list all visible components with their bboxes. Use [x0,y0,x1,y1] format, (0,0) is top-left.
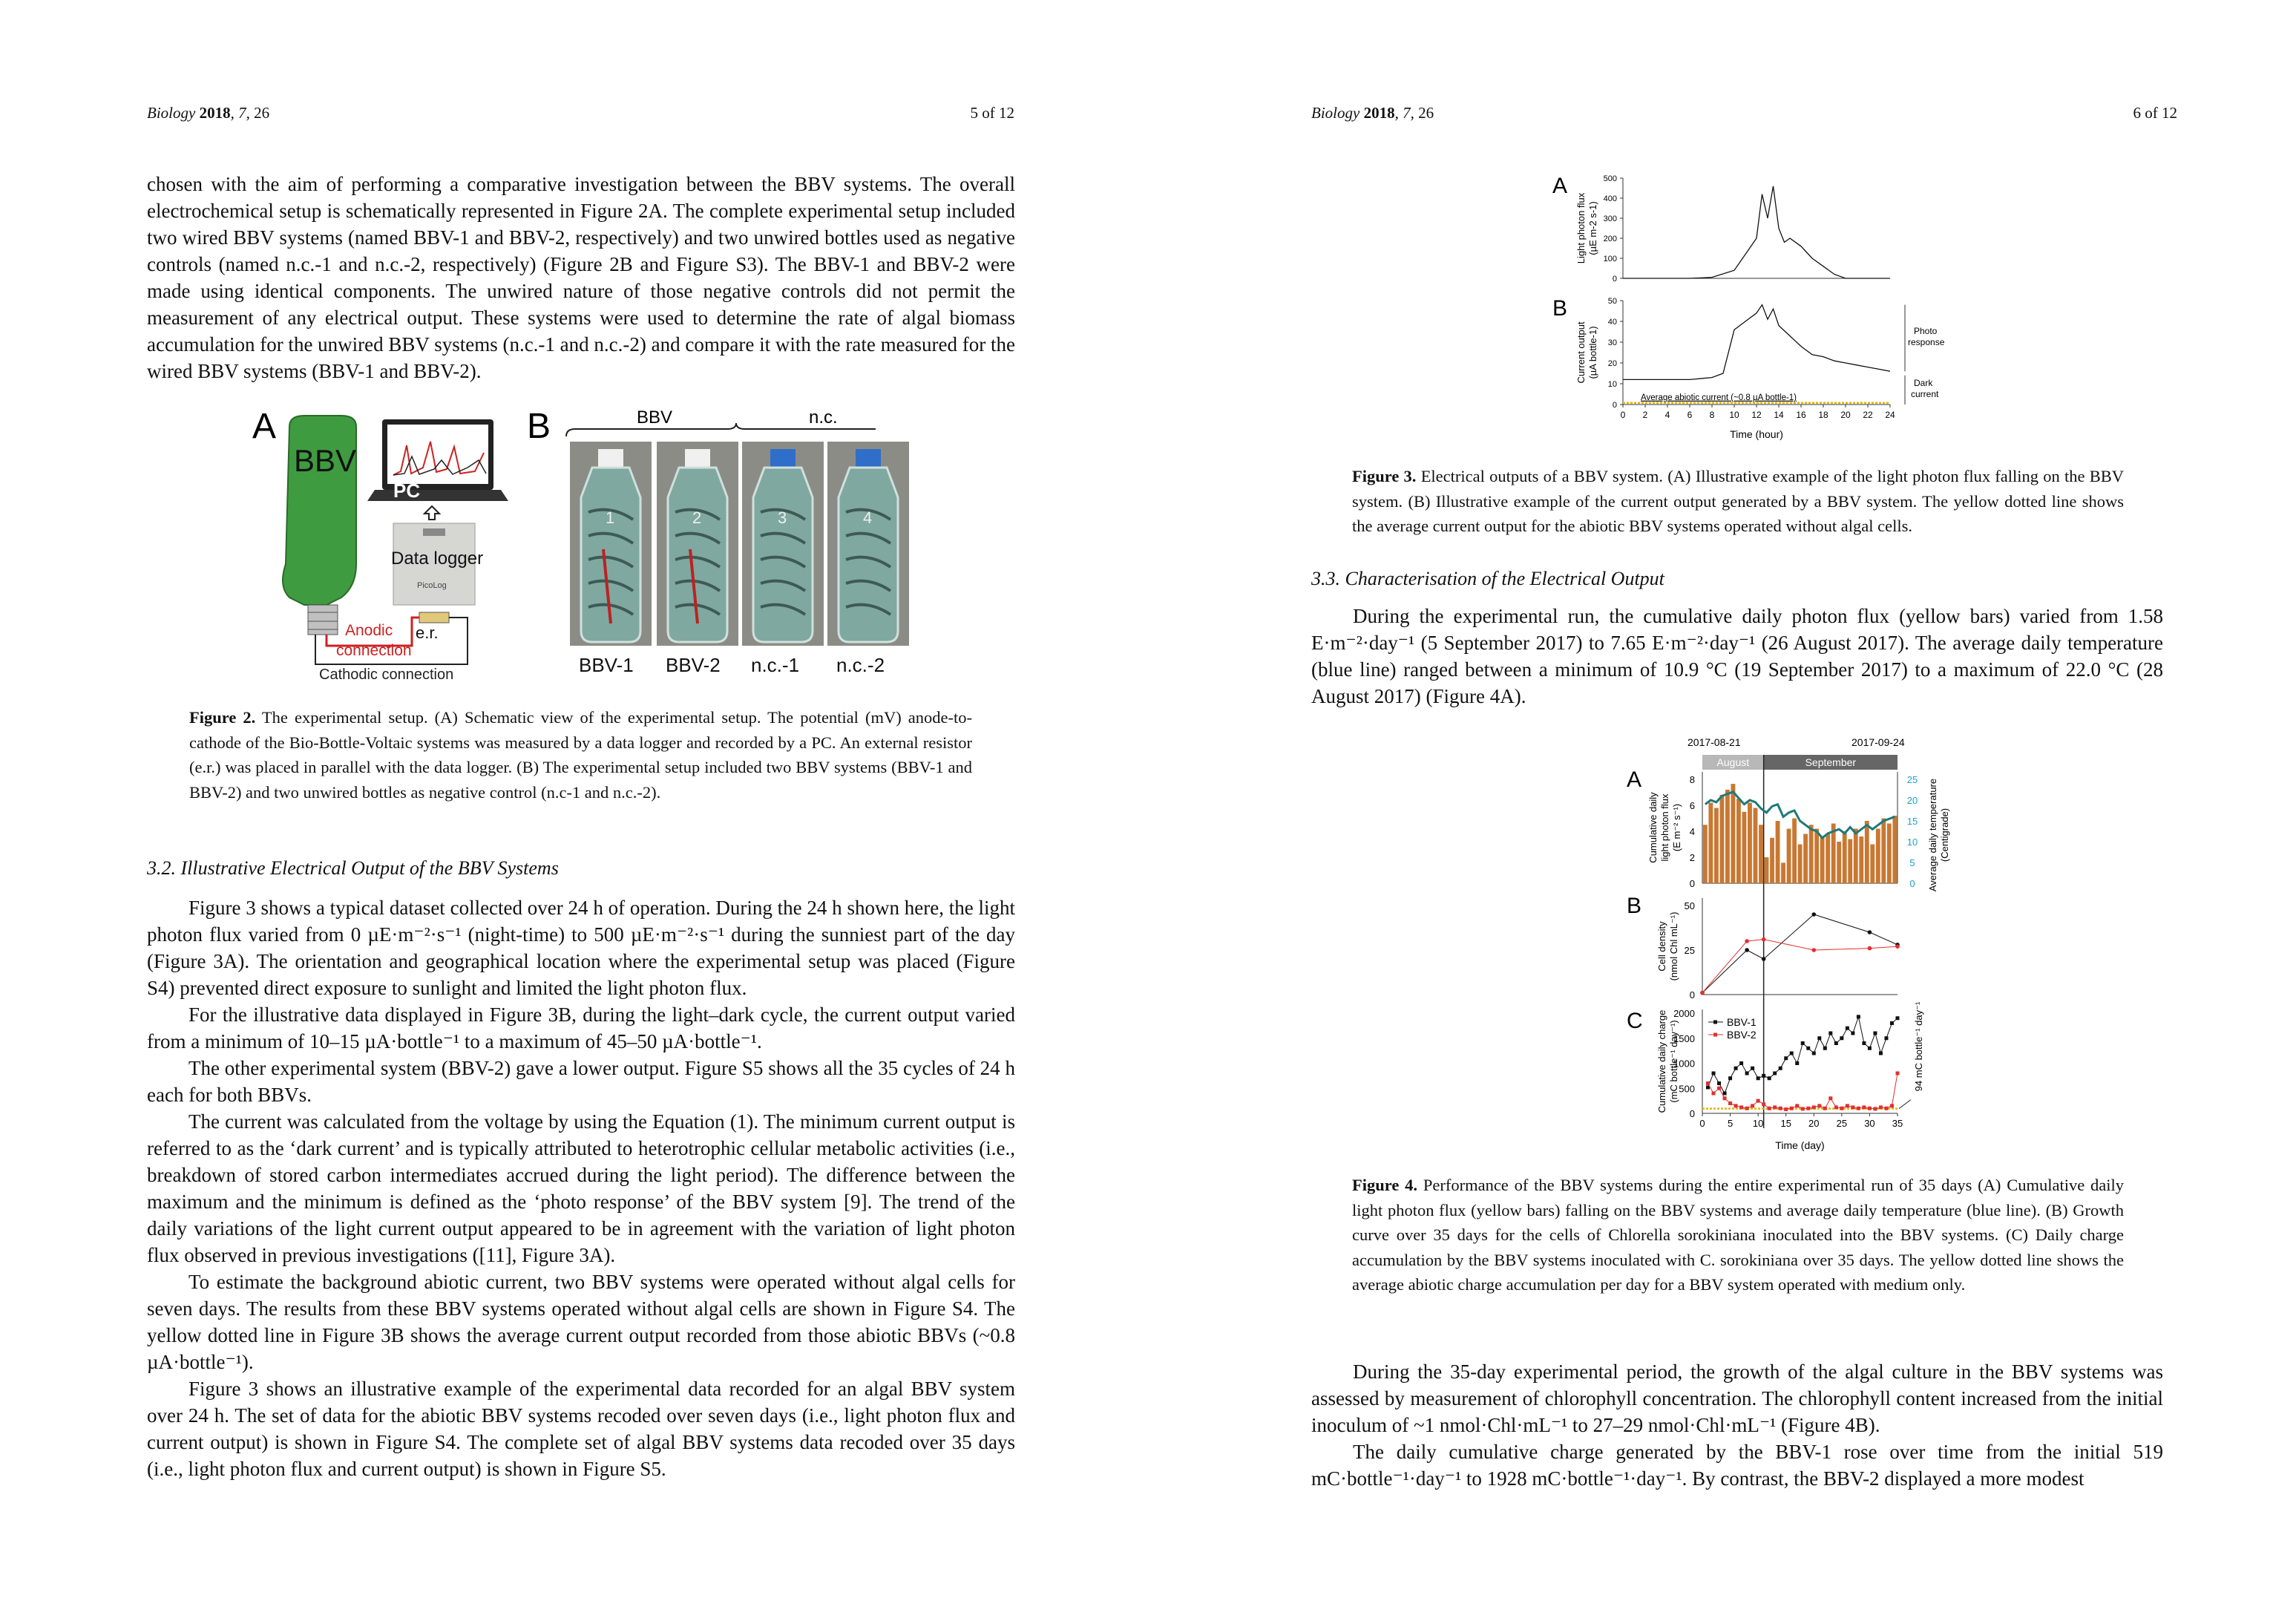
fig4c-point [1890,1104,1894,1107]
bottle-number: 2 [692,508,702,527]
fig3b-ytick-label: 40 [1607,318,1617,327]
right-body [1311,1358,2163,1492]
fig4c-point [1851,1105,1854,1109]
fig4b-point [1745,939,1749,943]
fig4a-bar [1848,839,1852,884]
fig3-xlabel: Time (hour) [1730,428,1783,440]
logger-label: Data logger [391,549,484,569]
fig4c-point [1828,1032,1832,1035]
dark-current-label [1911,378,1939,399]
fig4a-bar [1870,845,1874,884]
fig3b-xtick-label: 20 [1840,410,1851,420]
fig4c-point [1757,1076,1760,1080]
fig3b-ytick-label: 10 [1607,380,1617,389]
data-logger [391,523,483,605]
fig4c-point [1817,1036,1821,1040]
bottle-number: 4 [863,508,873,527]
fig4c-xtick-label: 20 [1808,1118,1820,1129]
fig3b-current-line [1623,305,1890,380]
fig4a-bar [1776,821,1780,883]
fig4c-point [1762,1074,1765,1078]
fig4a-ytick-right-label: 0 [1909,878,1915,889]
fig4c-point [1857,1015,1860,1018]
fig4c-point [1768,1107,1771,1110]
fig4a-bar [1708,803,1713,884]
fig4c-point [1712,1072,1716,1075]
fig4c-point [1773,1072,1777,1075]
bottle-cap [770,449,796,468]
fig4a-ytick-right-label: 25 [1906,774,1918,785]
fig4a-bar [1809,825,1814,883]
fig4c-ytick-label: 0 [1689,1108,1695,1119]
fig4a-bar [1725,790,1730,883]
bottle-name: n.c.-2 [836,654,885,676]
fig4b-point [1762,937,1766,942]
fig4a-bar [1770,838,1774,883]
fig4c-point [1751,1104,1754,1107]
fig4a-bar [1865,821,1869,883]
fig3b-xtick-label: 2 [1642,410,1648,420]
fig4b-series-line [1702,914,1898,993]
bottle-cap [598,449,623,468]
fig4c-ytick-label: 2000 [1673,1008,1695,1019]
fig4c-point [1768,1076,1771,1080]
fig4c-point [1868,1047,1872,1050]
fig4c-point [1751,1067,1754,1070]
body-paragraph: The other experimental system (BBV-2) gave a lower output. Figure S5 shows all the 35 cycles of 24 h each for both BBVs. [147,1057,1015,1106]
figure-3-caption: Figure 3. Electrical outputs of a BBV system. (A) Illustrative example of the light photon flux falling on the BBV system. (B) Illustrative example of the current output generated by a BBV system. The yellow dotted line shows the average current output for the abiotic BBV systems operated without algal cells. [1352,467,2125,535]
fig4c-point [1896,1016,1900,1020]
fig4c-point [1739,1061,1743,1065]
fig3b-xtick-label: 24 [1885,410,1895,420]
fig4a-bar [1837,842,1841,883]
body-paragraph: Figure 3 shows an illustrative example of the experimental data recorded for an algal BBV system over 24 h. The set of data for the abiotic BBV systems recoded over seven days (i.e., light photon flux and current output) is shown in Figure S4. The complete set of algal BBV systems data recoded over 35 days (i.e., light photon flux and current output) is shown in Figure S5. [147,1378,1015,1480]
fig4c-point [1728,1076,1732,1080]
fig4b-point [1868,930,1872,934]
ylabel-line: (mC bottle⁻¹ day⁻¹) [1668,1020,1679,1103]
fig4a-bar [1854,829,1858,884]
fig4c-point [1840,1036,1843,1040]
month-label-september: September [1805,756,1857,768]
fig4c-point [1834,1041,1838,1045]
fig4a-bar [1703,825,1708,883]
section-3-3-heading: 3.3. Characterisation of the Electrical Output [1311,568,1664,589]
fig3-panel-a-label: A [1552,174,1568,198]
fig4a-bar [1714,808,1719,884]
fig4-panel-a-label: A [1627,767,1642,792]
fig4c-point [1723,1096,1727,1100]
fig4c-point [1846,1027,1849,1030]
fig4b-point [1700,991,1705,995]
fig4c-point [1873,1107,1877,1110]
photo-response-label [1908,326,1945,347]
fig4c-xtick-label: 10 [1752,1118,1764,1129]
fig4c-point [1801,1107,1805,1110]
intro-paragraph: chosen with the aim of performing a comparative investigation between the BBV systems. The overall electrochemical setup is schematically represented in Figure 2A. The complete experimental setup included two wired BBV systems (named BBV-1 and BBV-2, respectively) and two unwired bottles used as negative controls (named n.c.-1 and n.c.-2, respectively) (Figure 2B and Figure S3). The BBV-1 and BBV-2 were made using identical components. The unwired nature of those negative controls did not permit the measurement of any electrical output. These systems were used to determine the rate of algal biomass accumulation for the unwired BBV systems (n.c.-1 and n.c.-2) and compare it with the rate measured for the wired BBV systems (BBV-1 and BBV-2). [147,173,1015,382]
fig3a-ytick-label: 0 [1612,275,1617,284]
fig4c-point [1884,1107,1888,1110]
fig4a-ytick-label: 6 [1689,800,1695,811]
fig4c-series-line [1708,1073,1898,1110]
body-paragraph: Figure 3 shows a typical dataset collected over 24 h of operation. During the 24 h shown here, the light photon flux varied from 0 µE·m⁻²·s⁻¹ (night-time) to 500 µE·m⁻²·s⁻¹ during the sunniest part of the day (Figure 3A). The orientation and geographical location where the experimental setup was placed (Figure S4) prevented direct exposure to sunlight and limited the light photon flux. [147,897,1015,999]
group-label-nc: n.c. [809,407,838,428]
section-3-3-body: During the experimental run, the cumulative daily photon flux (yellow bars) varied from 1.58 E·m⁻²·day⁻¹ (5 September 2017) to 7.65 E·m⁻²·day⁻¹ (26 August 2017). The average daily temperature (blue line) ranged between a minimum of 10.9 °C (19 September 2017) to a maximum of 22.0 °C (28 August 2017) (Figure 4A). [1311,605,2163,707]
fig4a-ytick-label: 4 [1689,826,1695,837]
fig4b-point [1762,957,1766,961]
fig4a-ytick-label: 0 [1689,878,1695,889]
fig4a-bar [1748,803,1752,884]
figure-3 [1534,167,1949,449]
fig4c-point [1879,1105,1883,1109]
logger-brand: PicoLog [417,581,447,590]
fig4c-xtick-label: 15 [1780,1118,1791,1129]
fig4-date-start: 2017-08-21 [1687,736,1741,748]
fig4c-point [1806,1047,1810,1050]
fig4c-point [1857,1107,1860,1110]
legend-label: BBV-2 [1727,1029,1757,1041]
fig4c-point [1840,1107,1843,1110]
fig4c-xtick-label: 0 [1699,1118,1705,1129]
fig4a-bar [1787,829,1791,884]
fig3b-ytick-label: 30 [1607,338,1617,347]
resistor-label: e.r. [416,623,439,642]
fig3b-abiotic-label: Average abiotic current (~0.8 µA bottle-1) [1641,393,1797,402]
fig4c-xtick-label: 5 [1727,1118,1734,1129]
fig4a-ytick-label: 2 [1689,852,1695,863]
fig4c-point [1834,1105,1838,1109]
abiotic-pointer [1899,1100,1911,1109]
bottle-photos [570,442,909,676]
fig4c-point [1706,1081,1710,1085]
fig4c-point [1757,1099,1760,1103]
fig3a-ylabel [1575,192,1598,263]
fig4c-point [1851,1032,1854,1035]
ylabel-line: Cell density [1656,921,1667,972]
fig4c-point [1862,1041,1866,1045]
fig3b-xtick-label: 18 [1818,410,1828,420]
fig4b-point [1745,948,1749,952]
fig4c-point [1896,1072,1900,1075]
bottle-name: BBV-2 [666,654,721,676]
anodic-connection-label: connection [336,642,412,659]
fig4c-point [1828,1096,1832,1100]
fig4c-ylabel [1656,1010,1679,1113]
fig4c-ytick-label: 500 [1679,1083,1695,1095]
right-page [1148,0,2296,1624]
fig4a-bar [1881,819,1886,884]
bottle-name: BBV-1 [579,654,634,676]
fig3a-ytick-label: 200 [1603,235,1617,243]
bottle-cap [856,449,881,468]
fig3b-xtick-label: 22 [1863,410,1873,420]
ylabel-line: (µE m-2 s-1) [1587,201,1598,255]
fig4c-point [1890,1021,1894,1025]
group-label-bbv: BBV [637,407,673,428]
body-paragraph: To estimate the background abiotic current, two BBV systems were operated without algal cells for seven days. The results from these BBV systems operated without algal cells are shown in Figure S4. The yellow dotted line in Figure 3B shows the average current output recorded from those abiotic BBVs (~0.8 µA·bottle⁻¹). [147,1271,1015,1373]
fig4c-point [1717,1087,1721,1090]
fig4c-xtick-label: 25 [1836,1118,1848,1129]
fig4c-point [1873,1032,1877,1035]
fig4c-point [1790,1107,1794,1110]
fig4a-bar [1792,819,1797,884]
fig4c-point [1817,1104,1821,1107]
fig4c-point [1779,1067,1782,1070]
fig4c-point [1779,1107,1782,1110]
pc-laptop [367,419,508,502]
fig4a-bar [1876,829,1880,884]
figure-2 [245,401,913,683]
fig4a-bar [1754,808,1758,884]
figure-2-caption: Figure 2. The experimental setup. (A) Schematic view of the experimental setup. The potential (mV) anode-to-cathode of the Bio-Bottle-Voltaic systems was measured by a data logger and recorded by a PC. An external resistor (e.r.) was placed in parallel with the data logger. (B) The experimental setup included two BBV systems (BBV-1 and BBV-2) and two unwired bottles as negative control (n.c-1 and n.c.-2). [189,708,972,802]
fig4c-point [1823,1107,1827,1110]
fig4c-point [1728,1101,1732,1105]
fig4a-bar [1826,834,1830,884]
fig4a-bar [1814,829,1819,884]
fig4-panel-b-label: B [1627,894,1642,918]
bbv-label: BBV [294,443,357,478]
section-3-2-body [147,894,1015,1482]
fig4c-abiotic-label: 94 mC bottle⁻¹ day⁻¹ [1913,1001,1924,1092]
fig4c-point [1884,1036,1888,1040]
fig4c-point [1812,1105,1816,1109]
ylabel-line: Cumulative daily charge [1656,1009,1667,1113]
ylabel-line: Current output [1575,321,1587,384]
pc-label: PC [393,479,421,502]
fig4b-point [1811,948,1816,952]
fig4c-point [1723,1092,1727,1096]
fig3b-xtick-label: 4 [1664,410,1670,420]
fig4a-bar [1892,816,1897,883]
ylabel-line: Light photon flux [1575,192,1587,264]
legend-marker [1713,1021,1717,1024]
body-paragraph: The daily cumulative charge generated by the BBV-1 rose over time from the initial 519 mC·bottle⁻¹·day⁻¹ to 1928 mC·bottle⁻¹·day⁻¹. By contrast, the BBV-2 displayed a more modest [1311,1441,2163,1490]
fig4a-bar [1803,834,1808,884]
section-3-2-heading: 3.2. Illustrative Electrical Output of the BBV Systems [147,857,559,879]
page-number-left: 5 of 12 [970,104,1014,122]
fig4c-point [1812,1052,1816,1055]
legend-label: BBV-1 [1727,1016,1757,1028]
fig4c-point [1712,1092,1716,1096]
fig3a-ytick-label: 400 [1603,194,1617,203]
fig4c-ytick-label: 1000 [1673,1058,1695,1070]
ylabel-line: light photon flux [1659,793,1670,862]
fig4c-point [1879,1052,1883,1055]
body-paragraph: The current was calculated from the voltage by using the Equation (1). The minimum current output is referred to as the ‘dark current’ and is typically attributed to heterotrophic cellular metabolic activities (i.e., breakdown of stored carbon intermediates accrued during the light period). The difference between the maximum and the minimum is defined as the ‘photo response’ of the BBV system [9]. The trend of the daily variations of the light current output appeared to be in agreement with the variation of light photon flux observed in previous investigations ([11], Figure 3A). [147,1110,1015,1266]
fig4c-point [1862,1105,1866,1109]
resistor-icon [419,612,449,623]
fig4a-bar [1859,836,1863,883]
fig4c-xtick-label: 30 [1864,1118,1875,1129]
label-line: current [1911,388,1939,399]
cathodic-label: Cathodic connection [319,667,454,683]
fig3b-xtick-label: 6 [1687,410,1693,420]
fig4b-point [1811,912,1816,917]
bottle-photo [753,468,813,642]
fig4c-point [1734,1067,1738,1070]
fig4-panel-c-label: C [1627,1009,1643,1033]
fig3b-xtick-label: 0 [1620,410,1626,420]
fig4c-point [1801,1041,1805,1045]
fig4c-point [1806,1107,1810,1110]
fig4c-ytick-label: 1500 [1673,1032,1695,1044]
fig3b-xtick-label: 16 [1796,410,1806,420]
fig4c-point [1784,1056,1788,1060]
fig4c-point [1745,1107,1749,1110]
fig4c-point [1790,1052,1794,1055]
fig4c-point [1773,1105,1777,1109]
fig3b-ytick-label: 50 [1607,297,1617,306]
fig4a-bar [1719,795,1724,883]
bottle-photo [839,468,898,642]
ylabel-line: (E m⁻² s⁻¹) [1671,803,1682,852]
fig3a-ytick-label: 300 [1603,215,1617,223]
fig3-panel-b-label: B [1552,296,1568,321]
fig4c-point [1823,1047,1827,1050]
ylabel-line: (µA bottle-1) [1587,326,1598,379]
fig4c-point [1868,1107,1872,1110]
fig3a-light-line [1623,186,1890,278]
fig4c-point [1795,1104,1799,1107]
month-label-august: August [1716,756,1750,768]
fig4a-ylabel-right [1927,779,1950,891]
ylabel-line: (nmol Chl mL⁻¹) [1668,911,1679,981]
fig4c-point [1734,1104,1738,1107]
fig4a-ytick-right-label: 10 [1906,836,1918,848]
fig4b-point [1895,944,1900,949]
fig4a-bar [1843,831,1847,883]
label-line: Photo [1914,325,1938,336]
legend-marker [1713,1033,1717,1037]
fig4b-ytick-label: 0 [1689,989,1695,1001]
fig4a-ytick-right-label: 5 [1909,857,1915,868]
ylabel-line: Cumulative daily [1647,792,1659,863]
fig4-date-end: 2017-09-24 [1851,736,1905,748]
fig4a-bar [1887,824,1892,884]
fig4b-point [1868,946,1872,951]
fig4c-point [1762,1102,1765,1106]
fig4a-bar [1781,862,1785,883]
fig3b-ytick-label: 20 [1607,359,1617,368]
fig3a-ytick-label: 100 [1603,255,1617,263]
fig4a-bar [1765,857,1769,883]
fig4a-bar [1742,812,1747,883]
fig4a-bar [1736,799,1741,883]
fig4c-point [1784,1107,1788,1111]
fig4b-ylabel [1656,912,1679,981]
fig3b-xtick-label: 8 [1709,410,1715,420]
bottle-number: 3 [778,508,787,527]
fig4c-point [1717,1081,1721,1085]
ylabel-line: (Centigrade) [1939,808,1950,862]
fig4b-ytick-label: 50 [1684,900,1695,911]
fig4a-ytick-right-label: 15 [1906,816,1918,827]
running-head-right: Biology 2018, 7, 26 [1311,104,1434,122]
figure-4 [1523,731,1983,1158]
fig4a-bar [1731,784,1736,883]
fig3a-ytick-label: 500 [1603,174,1617,183]
fig4-xlabel: Time (day) [1775,1139,1825,1151]
fig4c-point [1739,1105,1743,1109]
bbv-bottle [283,416,356,635]
bottle-name: n.c.-1 [751,654,800,676]
body-paragraph: During the 35-day experimental period, the growth of the algal culture in the BBV systems was assessed by measurement of chlorophyll concentration. The chlorophyll content increased from the initial inoculum of ~1 nmol·Chl·mL⁻¹ to 27–29 nmol·Chl·mL⁻¹ (Figure 4B). [1311,1361,2163,1436]
fig4c-xtick-label: 35 [1892,1118,1903,1129]
fig4c-point [1795,1061,1799,1065]
arrow-icon [424,506,439,520]
fig2-panel-b-label: B [527,407,551,446]
figure-4-caption: Figure 4. Performance of the BBV systems during the entire experimental run of 35 days (A) Cumulative daily light photon flux (yellow bars) falling on the BBV systems and average daily temperature (blue line). (B) Growth curve over 35 days for the cells of Chlorella sorokiniana inoculated into the BBV systems. (C) Daily charge accumulation by the BBV systems inoculated with C. sorokiniana over 35 days. The yellow dotted line shows the average abiotic charge accumulation per day for a BBV system operated with medium only. [1352,1176,2125,1294]
body-paragraph: For the illustrative data displayed in Figure 3B, during the light–dark cycle, the current output varied from a minimum of 10–15 µA·bottle⁻¹ to a maximum of 45–50 µA·bottle⁻¹. [147,1003,1015,1052]
running-head-left: Biology 2018, 7, 26 [147,104,270,122]
fig2-panel-a-label: A [252,407,277,446]
label-line: response [1908,336,1945,347]
fig4a-ylabel [1647,792,1682,863]
fig4c-point [1846,1104,1849,1107]
fig4b-ytick-label: 25 [1684,945,1695,956]
bottle-number: 1 [606,508,615,527]
fig3b-xtick-label: 14 [1774,410,1784,420]
fig3b-ylabel [1575,321,1598,383]
fig4a-bar [1759,825,1763,883]
fig3b-ytick-label: 0 [1612,401,1617,410]
label-line: Dark [1914,377,1933,388]
page-number-right: 6 of 12 [2133,104,2177,122]
fig3b-xtick-label: 10 [1729,410,1739,420]
fig3b-xtick-label: 12 [1751,410,1762,420]
ylabel-line: Average daily temperature [1927,778,1938,892]
fig4c-point [1745,1072,1749,1075]
fig4a-bar [1820,836,1825,883]
fig4a-bar [1798,845,1803,884]
fig4a-ytick-right-label: 20 [1906,795,1918,806]
bottle-cap [685,449,710,468]
fig4a-ytick-label: 8 [1689,774,1695,785]
anodic-label: Anodic [345,622,393,639]
